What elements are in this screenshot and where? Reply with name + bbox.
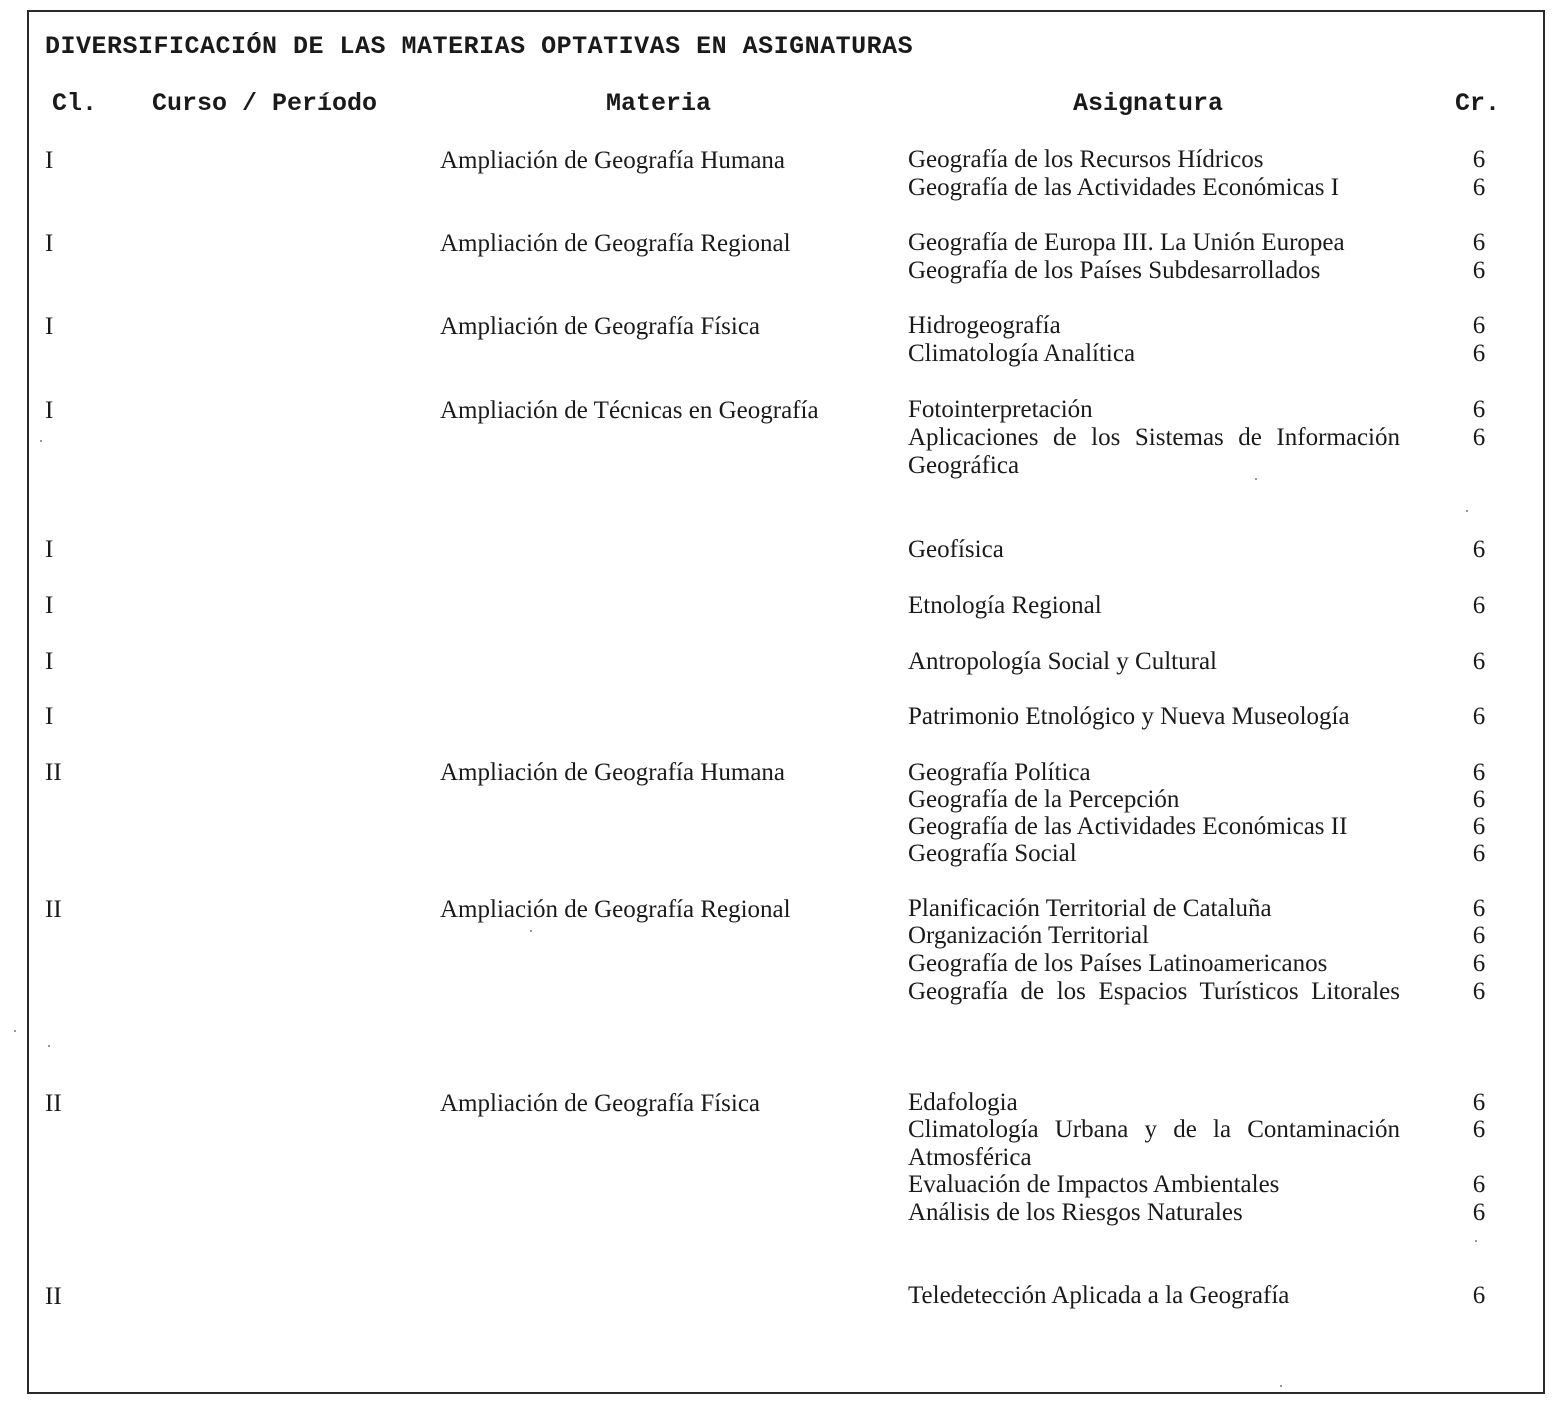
- asignatura-name: Climatología Urbana y de la Contaminación Atmosférica: [908, 1116, 1400, 1171]
- asignatura-name: Teledetección Aplicada a la Geografía: [908, 1282, 1290, 1309]
- scan-speck: [14, 1030, 16, 1032]
- header-cr: Cr.: [1455, 89, 1501, 118]
- row-materia: Ampliación de Geografía Humana: [440, 759, 786, 786]
- document-title: DIVERSIFICACIÓN DE LAS MATERIAS OPTATIVAS EN ASIGNATURAS: [45, 32, 914, 61]
- scan-speck: [48, 1045, 50, 1047]
- row-cl: II: [45, 1090, 62, 1117]
- asignatura-credits: 6: [1472, 340, 1486, 367]
- scan-speck: [530, 930, 532, 932]
- scan-speck: [1280, 1385, 1282, 1387]
- row-cl: I: [45, 648, 54, 675]
- asignatura-credits: 6: [1472, 424, 1486, 451]
- asignatura-credits: 6: [1472, 1199, 1486, 1226]
- scan-speck: [1475, 1240, 1477, 1242]
- asignatura-name: Geografía de las Actividades Económicas II: [908, 813, 1348, 840]
- row-cl: I: [45, 536, 54, 563]
- scan-speck: [40, 440, 42, 442]
- row-cl: II: [45, 896, 62, 923]
- asignatura-name: Etnología Regional: [908, 592, 1102, 619]
- asignatura-credits: 6: [1472, 312, 1486, 339]
- row-materia: Ampliación de Geografía Física: [440, 1090, 761, 1117]
- asignatura-credits: 6: [1472, 813, 1486, 840]
- asignatura-credits: 6: [1472, 229, 1486, 256]
- asignatura-credits: 6: [1472, 648, 1486, 675]
- asignatura-credits: 6: [1472, 922, 1486, 949]
- header-cl: Cl.: [52, 89, 98, 118]
- asignatura-credits: 6: [1472, 257, 1486, 284]
- asignatura-name: Patrimonio Etnológico y Nueva Museología: [908, 703, 1350, 730]
- asignatura-credits: 6: [1472, 978, 1486, 1005]
- asignatura-credits: 6: [1472, 895, 1486, 922]
- asignatura-name: Geografía de los Países Subdesarrollados: [908, 257, 1321, 284]
- row-materia: Ampliación de Técnicas en Geografía: [440, 397, 819, 424]
- asignatura-credits: 6: [1472, 536, 1486, 563]
- asignatura-name: Climatología Analítica: [908, 340, 1136, 367]
- asignatura-credits: 6: [1472, 1089, 1486, 1116]
- asignatura-credits: 6: [1472, 1282, 1486, 1309]
- asignatura-name: Aplicaciones de los Sistemas de Información Geográfica: [908, 424, 1400, 479]
- asignatura-name: Planificación Territorial de Cataluña: [908, 895, 1272, 922]
- asignatura-name: Geografía Política: [908, 759, 1091, 786]
- row-cl: I: [45, 230, 54, 257]
- scan-speck: [1255, 478, 1257, 480]
- asignatura-credits: 6: [1472, 703, 1486, 730]
- asignatura-name: Geofísica: [908, 536, 1004, 563]
- asignatura-name: Análisis de los Riesgos Naturales: [908, 1199, 1243, 1226]
- asignatura-credits: 6: [1472, 759, 1486, 786]
- asignatura-name: Geografía de la Percepción: [908, 786, 1180, 813]
- header-curso-periodo: Curso / Período: [152, 89, 378, 118]
- asignatura-name: Geografía de los Países Latinoamericanos: [908, 950, 1328, 977]
- row-cl: I: [45, 703, 54, 730]
- header-materia: Materia: [606, 89, 712, 118]
- header-asignatura: Asignatura: [1073, 89, 1224, 118]
- asignatura-credits: 6: [1472, 174, 1486, 201]
- row-materia: Ampliación de Geografía Humana: [440, 147, 786, 174]
- asignatura-name: Organización Territorial: [908, 922, 1149, 949]
- asignatura-name: Antropología Social y Cultural: [908, 648, 1217, 675]
- asignatura-name: Geografía Social: [908, 840, 1077, 867]
- asignatura-credits: 6: [1472, 786, 1486, 813]
- asignatura-credits: 6: [1472, 592, 1486, 619]
- row-cl: II: [45, 759, 62, 786]
- asignatura-name: Hidrogeografía: [908, 312, 1061, 339]
- asignatura-name: Fotointerpretación: [908, 396, 1093, 423]
- asignatura-credits: 6: [1472, 950, 1486, 977]
- row-materia: Ampliación de Geografía Regional: [440, 896, 791, 923]
- row-cl: I: [45, 147, 54, 174]
- row-cl: II: [45, 1283, 62, 1310]
- asignatura-name: Evaluación de Impactos Ambientales: [908, 1171, 1280, 1198]
- asignatura-credits: 6: [1472, 396, 1486, 423]
- asignatura-name: Geografía de las Actividades Económicas I: [908, 174, 1340, 201]
- row-cl: I: [45, 313, 54, 340]
- scan-speck: [1466, 510, 1468, 512]
- asignatura-name: Edafologia: [908, 1089, 1018, 1116]
- asignatura-name: Geografía de los Recursos Hídricos: [908, 146, 1264, 173]
- asignatura-credits: 6: [1472, 1116, 1486, 1143]
- row-cl: I: [45, 397, 54, 424]
- asignatura-name: Geografía de Europa III. La Unión Europea: [908, 229, 1345, 256]
- asignatura-credits: 6: [1472, 840, 1486, 867]
- table-frame: [27, 10, 1545, 1394]
- asignatura-name: Geografía de los Espacios Turísticos Litorales: [908, 978, 1400, 1005]
- row-cl: I: [45, 592, 54, 619]
- row-materia: Ampliación de Geografía Física: [440, 313, 761, 340]
- asignatura-credits: 6: [1472, 1171, 1486, 1198]
- row-materia: Ampliación de Geografía Regional: [440, 230, 791, 257]
- asignatura-credits: 6: [1472, 146, 1486, 173]
